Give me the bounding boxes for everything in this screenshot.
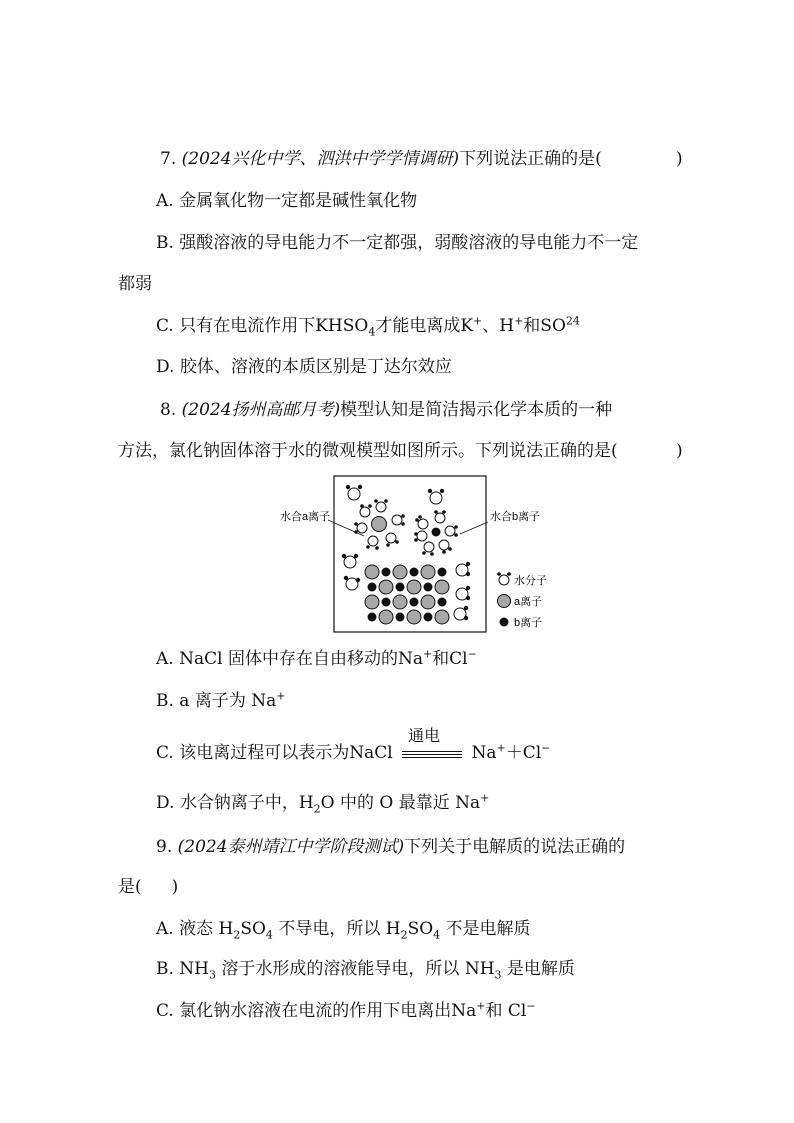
q9-c-sup-1: + xyxy=(476,999,486,1013)
legend-water-label: 水分子 xyxy=(514,575,547,587)
q7-number: 7. xyxy=(160,149,177,169)
q7-option-a: A. 金属氧化物一定都是碱性氧化物 xyxy=(156,191,418,211)
water-molecule xyxy=(456,586,470,600)
q7-stem-text: 下列说法正确的是( xyxy=(459,149,602,169)
a-ion xyxy=(407,580,421,594)
q8-option-b xyxy=(156,690,285,712)
q9-b-text-2: 溶于水形成的溶液能导电，所以 NH xyxy=(216,959,495,979)
q9-number: 9. xyxy=(156,837,173,857)
water-molecule xyxy=(342,554,358,568)
q8-d-sub: 2 xyxy=(313,802,321,816)
water-molecule xyxy=(360,504,372,517)
q9-source: (2024泰州靖江中学阶段测试) xyxy=(177,837,405,857)
water-molecule xyxy=(386,533,399,547)
q8-paren-close: ) xyxy=(676,441,683,461)
nacl-dissolution-diagram xyxy=(276,474,556,636)
b-ion xyxy=(368,583,377,592)
a-ion xyxy=(435,610,449,624)
q9-option-c xyxy=(156,1000,536,1022)
a-ion xyxy=(365,595,379,609)
q7-c-sub: 4 xyxy=(368,325,376,339)
q9-option-a xyxy=(156,918,531,940)
q8-c-na: Na xyxy=(471,743,497,763)
q8-option-c xyxy=(156,725,551,765)
label-hydrated-b-ion: 水合b离子 xyxy=(490,511,541,523)
q9-b-text-1: B. NH xyxy=(156,959,210,979)
water-molecule xyxy=(422,542,434,556)
q9-a-text-5: 不是电解质 xyxy=(440,919,531,939)
water-molecule xyxy=(434,510,446,523)
q8-d-text-2: O 中的 O 最靠近 Na xyxy=(320,793,481,813)
q9-a-sub-1: 2 xyxy=(233,928,241,942)
q7-stem xyxy=(160,148,602,170)
q9-a-sub-4: 4 xyxy=(433,928,441,942)
a-ion xyxy=(393,595,407,609)
q8-a-text-1: A. NaCl 固体中存在自由移动的Na xyxy=(156,649,423,669)
q8-d-text-1: D. 水合钠离子中，H xyxy=(156,793,314,813)
a-ion xyxy=(372,517,387,532)
q7-c-text-2: 才能电离成K xyxy=(375,316,474,336)
water-molecule xyxy=(344,576,360,590)
q8-stem-line2: 方法，氯化钠固体溶于水的微观模型如图所示。下列说法正确的是( xyxy=(118,441,618,461)
q9-a-sub-2: 4 xyxy=(265,928,273,942)
b-ion xyxy=(432,528,441,537)
q7-option-b-line1: B. 强酸溶液的导电能力不一定都强，弱酸溶液的导电能力不一定 xyxy=(156,233,639,253)
q7-c-sup-1: + xyxy=(473,314,483,328)
q7-c-text-1: C. 只有在电流作用下KHSO xyxy=(156,316,369,336)
q8-stem-line1 xyxy=(160,399,612,421)
water-molecule xyxy=(415,515,428,529)
legend-water-icon xyxy=(497,572,511,585)
q7-option-c xyxy=(156,315,580,337)
water-molecule xyxy=(392,514,405,526)
q7-c-sup-2: + xyxy=(514,314,524,328)
q9-a-text-3: 不导电，所以 H xyxy=(272,919,401,939)
legend-a-icon xyxy=(498,595,511,608)
q7-c-text-3: 、H xyxy=(482,316,515,336)
b-ion xyxy=(382,568,391,577)
nacl-lattice xyxy=(365,565,449,624)
q8-option-a xyxy=(156,648,477,670)
q9-b-text-3: 是电解质 xyxy=(501,959,575,979)
water-molecule xyxy=(366,536,379,550)
water-molecule xyxy=(456,562,470,576)
q7-c-sup-3: 24 xyxy=(565,314,580,328)
q9-c-sup-2: − xyxy=(526,999,536,1013)
legend-b-icon xyxy=(500,618,509,627)
q8-d-sup: + xyxy=(480,791,490,805)
electrolysis-equals-sign xyxy=(398,725,466,765)
q8-b-sup: + xyxy=(276,689,286,703)
q9-a-sub-3: 2 xyxy=(400,928,408,942)
label-hydrated-a-ion: 水合a离子 xyxy=(280,511,331,523)
water-molecule xyxy=(445,525,458,537)
q9-paren-close: ) xyxy=(171,877,179,897)
a-ion xyxy=(393,565,407,579)
legend-b-label: b离子 xyxy=(514,617,543,629)
pointer-right xyxy=(460,522,488,534)
q8-option-d xyxy=(156,792,489,814)
q7-source: (2024兴化中学、泗洪中学学情调研) xyxy=(181,149,460,169)
q8-source: (2024扬州高邮月考) xyxy=(181,400,341,420)
a-ion xyxy=(421,565,435,579)
q8-c-plus-cl: ＋Cl xyxy=(505,743,542,763)
q8-a-text-2: 和Cl xyxy=(432,649,468,669)
b-ion xyxy=(438,568,447,577)
q7-paren-close: ) xyxy=(676,149,683,169)
q7-option-b-line2: 都弱 xyxy=(118,274,152,294)
b-ion xyxy=(424,583,433,592)
q9-stem-text-1: 下列关于电解质的说法正确的 xyxy=(404,837,626,857)
q8-c-sup-1: + xyxy=(496,741,506,755)
electrolysis-label: 通电 xyxy=(408,725,441,745)
b-ion xyxy=(410,598,419,607)
q8-c-sup-2: − xyxy=(541,741,551,755)
q9-stem-line1 xyxy=(156,836,625,858)
q8-b-text: B. a 离子为 Na xyxy=(156,691,277,711)
q9-b-sub-1: 3 xyxy=(209,968,217,982)
q9-a-text-4: SO xyxy=(407,919,434,939)
q9-stem-line2 xyxy=(118,876,178,898)
q9-b-sub-2: 3 xyxy=(494,968,502,982)
water-molecule xyxy=(354,522,367,534)
q9-c-text-2: 和 Cl xyxy=(485,1001,527,1021)
water-molecule xyxy=(439,540,452,554)
q8-number: 8. xyxy=(160,400,177,420)
water-molecule xyxy=(346,485,362,500)
q8-stem-text-1: 模型认知是简洁揭示化学本质的一种 xyxy=(340,400,613,420)
q8-c-text: C. 该电离过程可以表示为NaCl xyxy=(156,743,393,763)
a-ion xyxy=(435,580,449,594)
b-ion xyxy=(438,598,447,607)
a-ion xyxy=(365,565,379,579)
water-molecule xyxy=(454,606,468,620)
a-ion xyxy=(421,595,435,609)
b-ion xyxy=(368,613,377,622)
q9-a-text-2: SO xyxy=(240,919,266,939)
a-ion xyxy=(379,610,393,624)
b-ion xyxy=(382,598,391,607)
water-molecule xyxy=(428,489,444,504)
b-ion xyxy=(396,613,405,622)
a-ion xyxy=(379,580,393,594)
q9-option-b xyxy=(156,958,575,980)
a-ion xyxy=(407,610,421,624)
q8-a-sup-1: + xyxy=(422,647,433,661)
q7-option-d: D. 胶体、溶液的本质区别是丁达尔效应 xyxy=(156,357,452,377)
q8-a-sup-2: − xyxy=(467,647,477,661)
legend xyxy=(497,572,547,629)
b-ion xyxy=(396,583,405,592)
legend-a-label: a离子 xyxy=(514,596,543,608)
q7-c-text-4: 和SO xyxy=(523,316,566,336)
b-ion xyxy=(410,568,419,577)
water-molecule xyxy=(374,499,388,512)
water-molecule xyxy=(414,531,427,542)
q9-c-text-1: C. 氯化钠水溶液在电流的作用下电离出Na xyxy=(156,1001,477,1021)
q9-stem-text-2: 是( xyxy=(118,877,142,897)
q9-a-text-1: A. 液态 H xyxy=(156,919,234,939)
b-ion xyxy=(424,613,433,622)
